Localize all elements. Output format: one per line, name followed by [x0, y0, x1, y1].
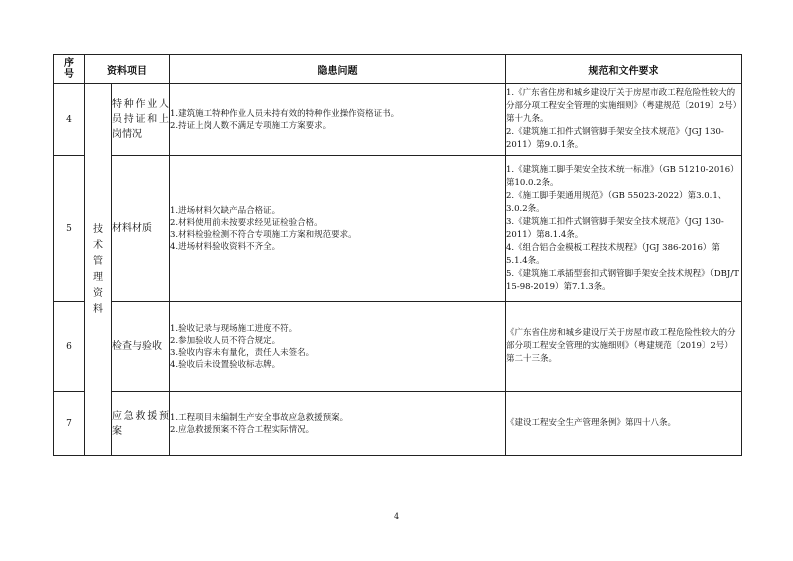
hazard-cell — [170, 84, 506, 156]
regulation-cell — [506, 156, 742, 302]
table-row — [54, 156, 742, 302]
row-number: 5 — [54, 156, 85, 302]
item-cell: 特种作业人员持证和上岗情况 — [112, 84, 170, 156]
regulation-line: 1.《建筑施工脚手架安全技术统一标准》（GB 51210-2016）第10.0.2条。 — [506, 164, 739, 188]
row-number: 7 — [54, 392, 85, 456]
regulation-line: 2.《施工脚手架通用规范》（GB 55023-2022）第3.0.1、3.0.2条。 — [506, 190, 727, 214]
hazard-line: 2.参加验收人员不符合规定。 — [170, 335, 281, 346]
regulation-line: 4.《组合铝合金模板工程技术规程》（JGJ 386-2016）第5.1.4条。 — [506, 242, 720, 266]
regulation-line: 《广东省住房和城乡建设厅关于房屋市政工程危险性较大的分部分项工程安全管理的实施细则》（粤建规范〔2019〕2号）第二十三条。 — [506, 328, 736, 364]
regulation-cell — [506, 392, 742, 456]
header-item: 资料项目 — [85, 55, 170, 84]
page-number: 4 — [393, 512, 400, 521]
header-seq: 序号 — [54, 55, 85, 84]
regulation-cell — [506, 302, 742, 392]
table-row — [54, 84, 742, 156]
hazard-line: 3.验收内容未有量化，责任人未签名。 — [170, 347, 315, 358]
regulation-line: 2.《建筑施工扣件式钢管脚手架安全技术规范》（JGJ 130-2011）第9.0.1条。 — [506, 127, 724, 150]
regulation-line: 3.《建筑施工扣件式钢管脚手架安全技术规范》（JGJ 130-2011）第8.1.4条。 — [506, 216, 724, 240]
hazard-line: 1.工程项目未编制生产安全事故应急救援预案。 — [170, 412, 349, 423]
hazard-line: 3.材料检验检测不符合专项施工方案和规范要求。 — [170, 229, 357, 240]
row-number: 4 — [54, 84, 85, 156]
hazard-line: 4.进场材料验收资料不齐全。 — [170, 241, 281, 252]
item-cell: 检查与验收 — [112, 302, 170, 392]
hazard-line: 1.进场材料欠缺产品合格证。 — [170, 205, 281, 216]
hazard-line: 2.持证上岗人数不满足专项施工方案要求。 — [170, 120, 332, 131]
table-row — [54, 392, 742, 456]
regulation-line: 《建设工程安全生产管理条例》第四十八条。 — [506, 418, 677, 428]
regulation-line: 5.《建筑施工承插型套扣式钢管脚手架安全技术规程》（DBJ/T 15-98-2019）第7.1.3条。 — [506, 268, 739, 292]
hazard-line: 1.建筑施工特种作业人员未持有效的特种作业操作资格证书。 — [170, 108, 400, 119]
item-cell: 应急救援预案 — [112, 392, 170, 456]
header-regulation: 规范和文件要求 — [506, 55, 742, 84]
hazard-line: 4.验收后未设置验收标志牌。 — [170, 359, 281, 370]
header-hazard: 隐患问题 — [170, 55, 506, 84]
item-cell: 材料材质 — [112, 156, 170, 302]
regulation-cell — [506, 84, 742, 156]
hazard-line: 2.应急救援预案不符合工程实际情况。 — [170, 424, 315, 435]
row-number: 6 — [54, 302, 85, 392]
hazard-cell — [170, 392, 506, 456]
category-cell: 技术管理资料 — [85, 84, 112, 456]
hazard-line: 1.验收记录与现场施工进度不符。 — [170, 323, 298, 334]
table-row — [54, 302, 742, 392]
hazard-table — [53, 54, 742, 456]
hazard-cell — [170, 302, 506, 392]
hazard-cell — [170, 156, 506, 302]
hazard-line: 2.材料使用前未按要求经见证检验合格。 — [170, 217, 323, 228]
regulation-line: 1.《广东省住房和城乡建设厅关于房屋市政工程危险性较大的分部分项工程安全管理的实施细则》（粤建规范〔2019〕2号）第十九条。 — [506, 88, 738, 124]
